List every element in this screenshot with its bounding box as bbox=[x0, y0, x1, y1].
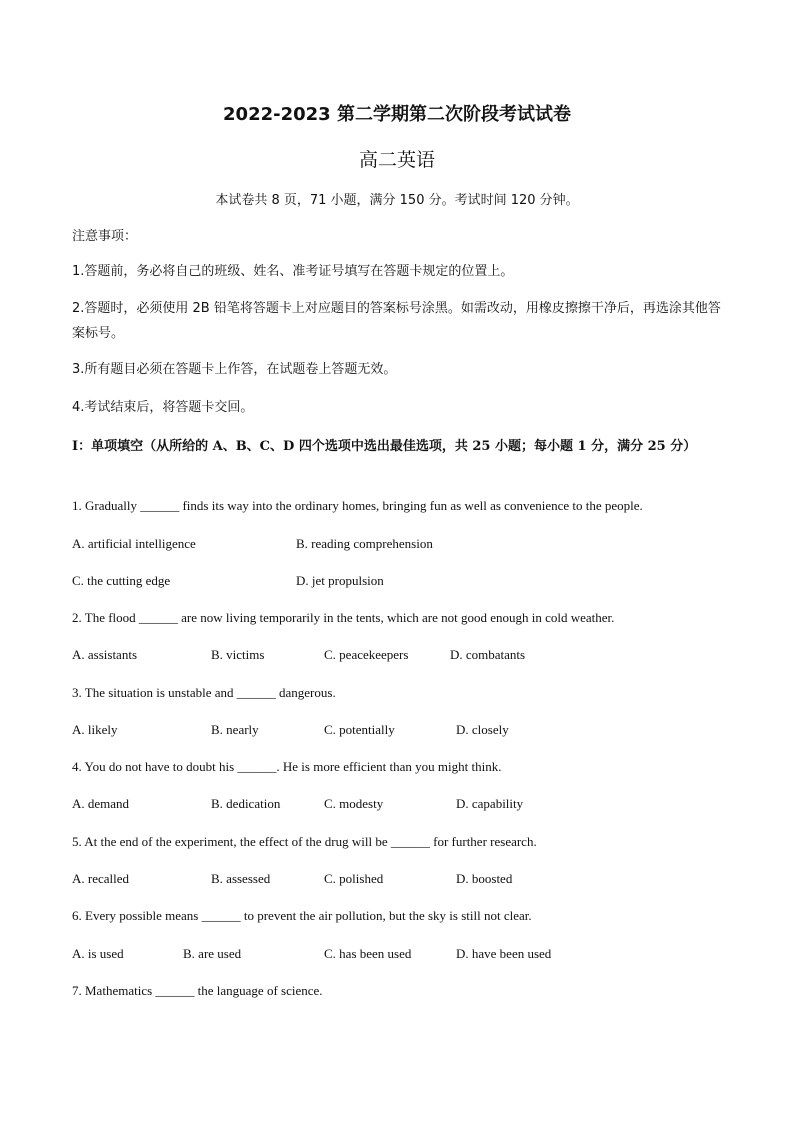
question-stem: 4. You do not have to doubt his ______. He is more efficient than you might think. bbox=[72, 759, 502, 774]
option-b: B. reading comprehension bbox=[296, 536, 433, 551]
question-stem: 1. Gradually ______ finds its way into the ordinary homes, bringing fun as well as convenience to the people. bbox=[72, 498, 643, 513]
notice-heading: 注意事项： bbox=[72, 229, 138, 244]
option-c: C. potentially bbox=[324, 722, 395, 737]
option-c: C. has been used bbox=[324, 946, 412, 961]
exam-info: 本试卷共 8 页，71 小题，满分 150 分。考试时间 120 分钟。 bbox=[215, 193, 579, 208]
option-d: D. have been used bbox=[456, 946, 552, 961]
notice-item-3: 3.所有题目必须在答题卡上作答，在试题卷上答题无效。 bbox=[72, 362, 397, 377]
section-heading: I：单项填空（从所给的 A、B、C、D 四个选项中选出最佳选项，共 25 小题；每小题 1 分，满分 25 分） bbox=[72, 439, 697, 454]
option-c: C. polished bbox=[324, 871, 384, 886]
option-c: C. the cutting edge bbox=[72, 573, 171, 588]
notice-item-1: 1.答题前，务必将自己的班级、姓名、准考证号填写在答题卡规定的位置上。 bbox=[72, 264, 514, 279]
option-d: D. combatants bbox=[450, 647, 526, 662]
option-a: A. is used bbox=[72, 946, 124, 961]
option-a: A. demand bbox=[72, 796, 130, 811]
option-d: D. capability bbox=[456, 796, 524, 811]
question-options bbox=[72, 647, 752, 663]
question-stem: 5. At the end of the experiment, the effect of the drug will be ______ for further research. bbox=[72, 834, 537, 849]
option-b: B. assessed bbox=[211, 871, 271, 886]
question-options bbox=[72, 536, 752, 552]
option-d: D. boosted bbox=[456, 871, 513, 886]
question-stem: 2. The flood ______ are now living temporarily in the tents, which are not good enough in cold weather. bbox=[72, 610, 615, 625]
option-d: D. jet propulsion bbox=[296, 573, 384, 588]
option-b: B. nearly bbox=[211, 722, 259, 737]
option-d: D. closely bbox=[456, 722, 509, 737]
option-a: A. recalled bbox=[72, 871, 130, 886]
question-options bbox=[72, 871, 752, 887]
notice-item-4: 4.考试结束后，将答题卡交回。 bbox=[72, 400, 254, 415]
option-a: A. artificial intelligence bbox=[72, 536, 196, 551]
option-b: B. are used bbox=[183, 946, 242, 961]
option-a: A. likely bbox=[72, 722, 118, 737]
question-options bbox=[72, 573, 752, 589]
question-stem: 3. The situation is unstable and ______ dangerous. bbox=[72, 685, 336, 700]
exam-title: 2022-2023 第二学期第二次阶段考试试卷 bbox=[223, 104, 571, 125]
question-stem: 6. Every possible means ______ to prevent the air pollution, but the sky is still not clear. bbox=[72, 908, 532, 923]
question-options bbox=[72, 946, 752, 962]
question-options bbox=[72, 796, 752, 812]
option-b: B. dedication bbox=[211, 796, 281, 811]
notice-item-2: 2.答题时，必须使用 2B 铅笔将答题卡上对应题目的答案标号涂黑。如需改动，用橡皮擦擦干净后，再选涂其他答案标号。 bbox=[72, 301, 721, 341]
exam-subject: 高二英语 bbox=[358, 149, 435, 171]
question-stem: 7. Mathematics ______ the language of science. bbox=[72, 983, 323, 998]
option-b: B. victims bbox=[211, 647, 265, 662]
question-options bbox=[72, 722, 752, 738]
option-a: A. assistants bbox=[72, 647, 137, 662]
option-c: C. modesty bbox=[324, 796, 384, 811]
option-c: C. peacekeepers bbox=[324, 647, 409, 662]
